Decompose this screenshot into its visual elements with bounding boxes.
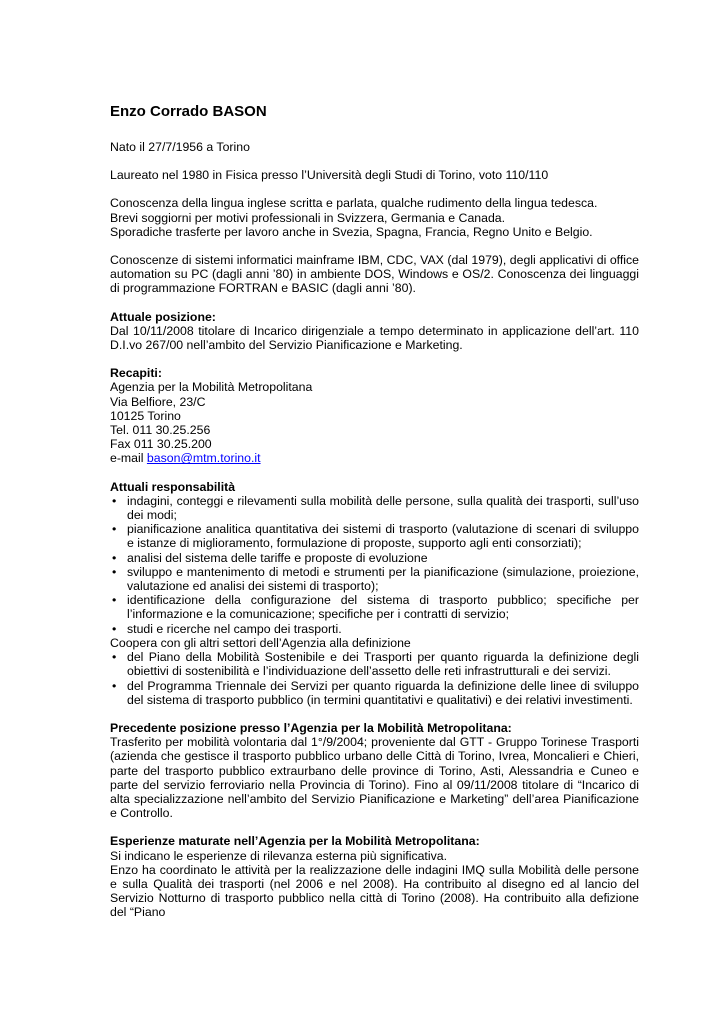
coopera-list <box>110 650 639 707</box>
current-position-section <box>110 310 639 353</box>
contact-line: Agenzia per la Mobilità Metropolitana <box>110 380 313 395</box>
responsibilities-list <box>110 494 639 636</box>
list-item: • identificazione della configurazione del sistema di trasporto pubblico; specifiche per l’informazione e la comunicazione; specifiche per i contratti di servizio; <box>112 593 639 622</box>
languages-line: Conoscenza della lingua inglese scritta e parlata, qualche rudimento della lingua tedesca. <box>110 196 598 211</box>
previous-position-heading: Precedente posizione presso l’Agenzia per la Mobilità Metropolitana: <box>110 720 512 735</box>
responsibilities-heading: Attuali responsabilità <box>110 479 236 494</box>
contact-email-line <box>110 451 639 465</box>
contact-line: Fax 011 30.25.200 <box>110 437 212 452</box>
list-item: • studi e ricerche nel campo dei trasporti. <box>112 621 342 636</box>
bullet-icon: • <box>112 493 117 508</box>
bullet-icon: • <box>112 593 117 608</box>
list-item: • del Piano della Mobilità Sostenibile e dei Trasporti per quanto riguarda la definizione degli obiettivi di sostenibilità e l’individuazione dell’assetto delle reti infrastrutturali e dei servizi. <box>112 650 639 679</box>
contacts-section <box>110 366 639 465</box>
previous-position-section <box>110 721 639 820</box>
languages-line: Brevi soggiorni per motivi professionali in Svizzera, Germania e Canada. <box>110 210 506 225</box>
experience-section <box>110 834 639 919</box>
responsibilities-section <box>110 480 639 707</box>
experience-heading: Esperienze maturate nell’Agenzia per la Mobilità Metropolitana: <box>110 834 480 849</box>
bullet-icon: • <box>112 650 117 665</box>
current-position-heading: Attuale posizione: <box>110 309 216 324</box>
contact-line: Tel. 011 30.25.256 <box>110 423 211 438</box>
previous-position-text: Trasferito per mobilità volontaria dal 1°/9/2004; proveniente dal GTT - Gruppo Torinese Trasporti (azienda che gestisce il trasporto pubblico urbano delle Città di Torino, Ivrea, Moncalieri e Chieri, parte del trasporto pubblico extraurbano delle province di Torino, Asti, Alessandria e Cuneo e parte del servizio ferroviario nella Provincia di Torino). Fino al 09/11/2008 titolare di “Incarico di alta specializzazione nell’ambito del Servizio Pianificazione e Marketing” dell’area Pianificazione e Controllo. <box>110 735 639 821</box>
list-item: • pianificazione analitica quantitativa dei sistemi di trasporto (valutazione di scenari di sviluppo e istanze di miglioramento, formulazione di proposte, supporto agli enti consorziati); <box>112 522 639 551</box>
list-item: • sviluppo e mantenimento di metodi e strumenti per la pianificazione (simulazione, proiezione, valutazione ed analisi dei sistemi di trasporto); <box>112 564 639 594</box>
person-name: Enzo Corrado BASON <box>110 103 267 120</box>
bullet-icon: • <box>112 621 117 636</box>
bullet-icon: • <box>112 678 117 693</box>
experience-intro: Si indicano le esperienze di rilevanza esterna più significativa. <box>110 848 447 863</box>
coopera-intro: Coopera con gli altri settori dell’Agenzia alla definizione <box>110 635 411 650</box>
bullet-icon: • <box>112 522 117 537</box>
languages-section <box>110 196 639 239</box>
experience-text: Enzo ha coordinato le attività per la realizzazione delle indagini IMQ sulla Mobilità delle persone e sulla Qualità dei trasporti (nel 2006 e nel 2008). Ha contribuito al disegno ed al lancio del Servizio Notturno di trasporto pubblico nella città di Torino (2008). Ha contribuito alla defizione del “Piano <box>110 862 639 920</box>
birth-info: Nato il 27/7/1956 a Torino <box>110 140 250 154</box>
computing-skills: Conoscenze di sistemi informatici mainframe IBM, CDC, VAX (dal 1979), degli applicativi di office automation su PC (dagli anni ’80) in ambiente DOS, Windows e OS/2. Conoscenza dei linguaggi di programmazione FORTRAN e BASIC (dagli anni ’80). <box>110 253 639 296</box>
degree-info: Laureato nel 1980 in Fisica presso l’Università degli Studi di Torino, voto 110/110 <box>110 168 549 183</box>
bullet-icon: • <box>112 550 117 565</box>
current-position-text: Dal 10/11/2008 titolare di Incarico dirigenziale a tempo determinato in applicazione dell’art. 110 D.I.vo 267/00 nell’ambito del Servizio Pianificazione e Marketing. <box>110 323 639 353</box>
list-item: • analisi del sistema delle tariffe e proposte di evoluzione <box>112 550 428 565</box>
list-item: • indagini, conteggi e rilevamenti sulla mobilità delle persone, sulla qualità dei trasporti, sull’uso dei modi; <box>112 493 639 523</box>
contacts-heading: Recapiti: <box>110 366 162 381</box>
list-item: • del Programma Triennale dei Servizi per quanto riguarda la definizione delle linee di sviluppo del sistema di trasporto pubblico (in termini quantitativi e qualitativi) e dei relativi investimenti. <box>112 678 639 707</box>
email-label: e-mail <box>110 451 147 466</box>
contact-line: 10125 Torino <box>110 408 181 423</box>
email-link[interactable]: bason@mtm.torino.it <box>146 451 261 466</box>
contact-line: Via Belfiore, 23/C <box>110 394 206 409</box>
languages-line: Sporadiche trasferte per lavoro anche in Svezia, Spagna, Francia, Regno Unito e Belgio. <box>110 224 593 239</box>
bullet-icon: • <box>112 564 117 579</box>
cv-document <box>110 103 639 920</box>
